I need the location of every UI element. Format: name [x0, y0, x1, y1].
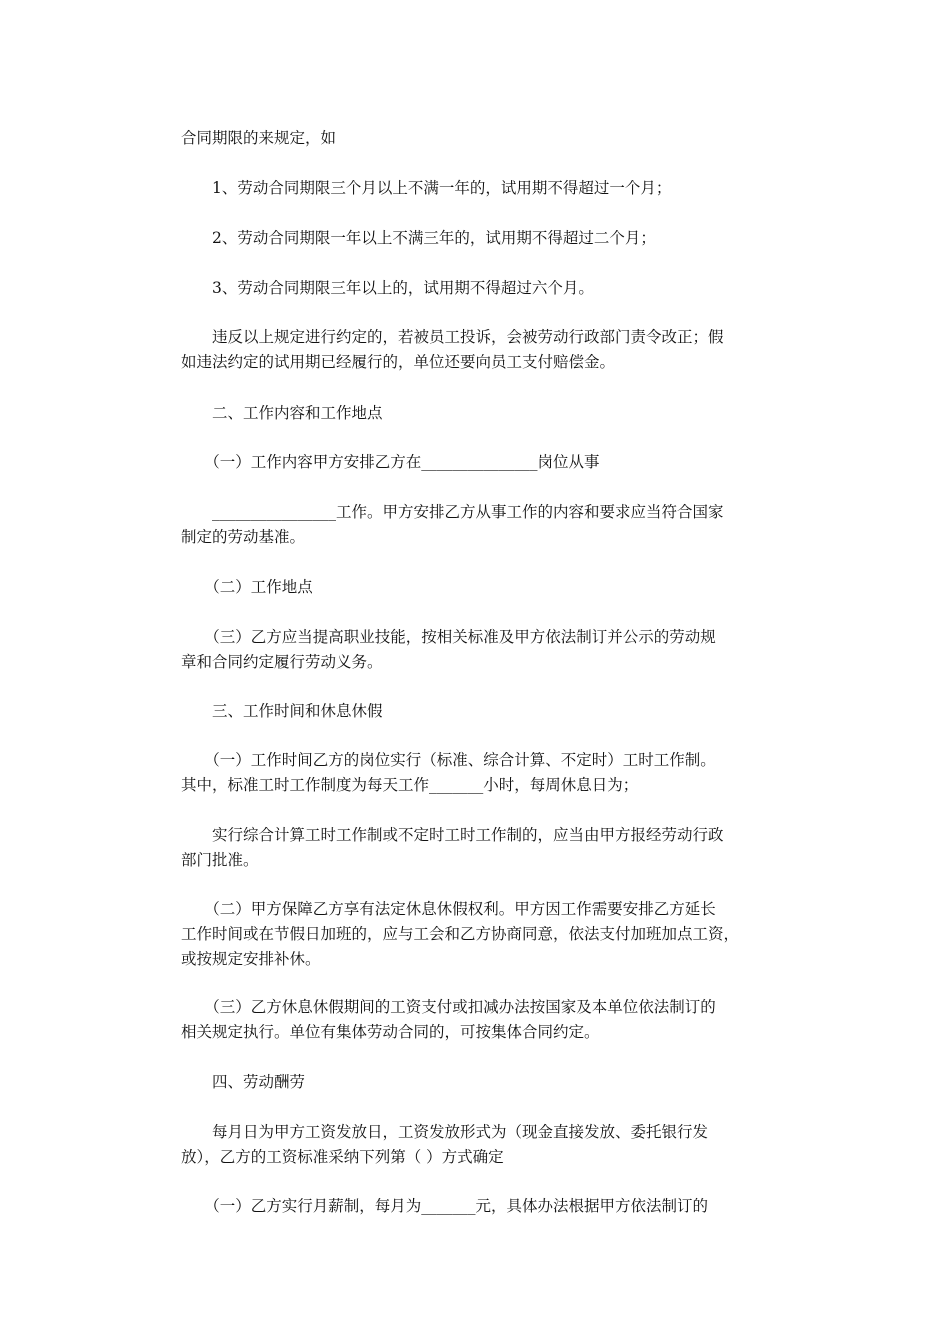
text-line: 部门批准。: [181, 851, 259, 869]
section-heading: [181, 401, 773, 426]
text-line: （三）乙方休息休假期间的工资支付或扣减办法按国家及本单位依法制订的: [181, 998, 716, 1016]
text-line: 每月日为甲方工资发放日，工资发放形式为（现金直接发放、委托银行发: [181, 1123, 709, 1141]
text-line: 工作时间或在节假日加班的，应与工会和乙方协商同意，依法支付加班加点工资，: [181, 925, 740, 943]
text-line: 二、工作内容和工作地点: [181, 404, 383, 422]
text-line: 如违法约定的试用期已经履行的，单位还要向员工支付赔偿金。: [181, 353, 616, 371]
text-line: 章和合同约定履行劳动义务。: [181, 653, 383, 671]
text-line: 三、工作时间和休息休假: [181, 702, 383, 720]
paragraph: [181, 500, 773, 550]
text-line: 合同期限的来规定，如: [181, 129, 337, 147]
paragraph: [181, 575, 773, 600]
text-line: 或按规定安排补休。: [181, 950, 321, 968]
paragraph: [181, 276, 773, 301]
section-heading: [181, 699, 773, 724]
text-line: 制定的劳动基准。: [181, 528, 306, 546]
text-line: （二）甲方保障乙方享有法定休息休假权利。甲方因工作需要安排乙方延长: [181, 900, 716, 918]
text-line: （二）工作地点: [181, 578, 313, 596]
section-heading: [181, 1070, 773, 1095]
text-line: 违反以上规定进行约定的，若被员工投诉，会被劳动行政部门责令改正；假: [181, 328, 724, 346]
text-line: ________________工作。甲方安排乙方从事工作的内容和要求应当符合国家: [181, 503, 724, 521]
paragraph: [181, 325, 773, 375]
paragraph: [181, 1194, 773, 1219]
text-line: （一）工作时间乙方的岗位实行（标准、综合计算、不定时）工时工作制。: [181, 751, 716, 769]
text-line: 其中，标准工时工作制度为每天工作_______小时，每周休息日为；: [181, 776, 639, 794]
paragraph: [181, 748, 773, 798]
paragraph: [181, 995, 773, 1045]
text-line: 放），乙方的工资标准采纳下列第（ ）方式确定: [181, 1148, 504, 1166]
text-line: 1、劳动合同期限三个月以上不满一年的，试用期不得超过一个月；: [181, 179, 672, 197]
paragraph: [181, 176, 773, 201]
text-line: 2、劳动合同期限一年以上不满三年的，试用期不得超过二个月；: [181, 229, 656, 247]
text-line: （一）乙方实行月薪制，每月为_______元，具体办法根据甲方依法制订的: [181, 1197, 709, 1215]
paragraph: [181, 823, 773, 873]
text-line: 四、劳动酬劳: [181, 1073, 306, 1091]
text-line: 相关规定执行。单位有集体劳动合同的，可按集体合同约定。: [181, 1023, 600, 1041]
paragraph: [181, 897, 773, 972]
text-line: 实行综合计算工时工作制或不定时工时工作制的，应当由甲方报经劳动行政: [181, 826, 724, 844]
paragraph: [181, 1120, 773, 1170]
text-line: （三）乙方应当提高职业技能，按相关标准及甲方依法制订并公示的劳动规: [181, 628, 716, 646]
paragraph: [181, 126, 773, 151]
text-line: （一）工作内容甲方安排乙方在_______________岗位从事: [181, 453, 600, 471]
text-line: 3、劳动合同期限三年以上的，试用期不得超过六个月。: [181, 279, 594, 297]
paragraph: [181, 226, 773, 251]
paragraph: [181, 625, 773, 675]
paragraph: [181, 450, 773, 475]
